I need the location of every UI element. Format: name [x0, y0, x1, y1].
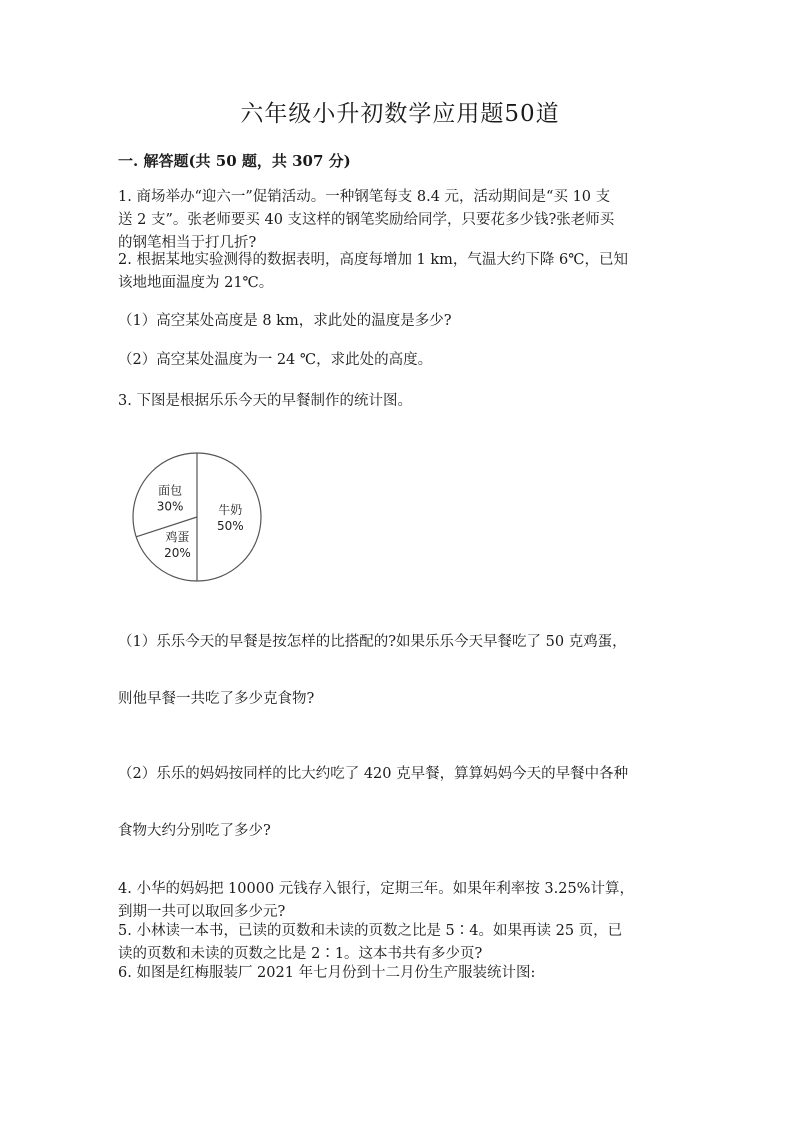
page-title: 六年级小升初数学应用题50道	[240, 101, 560, 127]
question-2	[118, 249, 688, 295]
question-3-intro: 3. 下图是根据乐乐今天的早餐制作的统计图。	[118, 393, 412, 409]
question-4-line: 4. 小华的妈妈把 10000 元钱存入银行，定期三年。如果年利率按 3.25%计算，	[118, 881, 634, 897]
question-6	[118, 962, 688, 985]
pie-slice-label: 面包	[158, 483, 183, 498]
question-2-line: 2. 根据某地实验测得的数据表明，高度每增加 1 km，气温大约下降 6℃，已知	[118, 252, 628, 268]
pie-slice-label: 牛奶	[218, 503, 243, 517]
question-2-sub-1: （1）高空某处高度是 8 km，求此处的温度是多少?	[118, 313, 452, 329]
pie-slice-value-label: 50%	[216, 519, 244, 533]
question-1	[118, 186, 688, 255]
breakfast-pie-chart	[120, 445, 280, 590]
question-1-line: 的钢笔相当于打几折?	[118, 235, 257, 251]
question-2-line: 该地地面温度为 21℃。	[118, 275, 274, 291]
question-1-line: 送 2 支”。张老师要买 40 支这样的钢笔奖励给同学，只要花多少钱?张老师买	[118, 212, 615, 228]
question-5-line: 5. 小林读一本书，已读的页数和未读的页数之比是 5∶4。如果再读 25 页，已	[118, 923, 623, 939]
question-5-line: 读的页数和未读的页数之比是 2∶1。这本书共有多少页?	[118, 946, 483, 962]
pie-slice-value-label: 20%	[164, 545, 191, 560]
question-1-line: 1. 商场举办“迎六一”促销活动。一种钢笔每支 8.4 元，活动期间是“买 10 支	[118, 189, 611, 205]
pie-slice-value-label: 30%	[156, 499, 184, 514]
question-3-sub-1-line-1: （1）乐乐今天的早餐是按怎样的比搭配的?如果乐乐今天早餐吃了 50 克鸡蛋，	[118, 634, 627, 650]
question-3-sub-2-line-2: 食物大约分别吃了多少?	[118, 823, 271, 839]
question-3-sub-2-line-1: （2）乐乐的妈妈按同样的比大约吃了 420 克早餐，算算妈妈今天的早餐中各种	[118, 766, 629, 782]
pie-slice-label: 鸡蛋	[165, 529, 190, 544]
question-6-line: 6. 如图是红梅服装厂 2021 年七月份到十二月份生产服装统计图:	[118, 965, 536, 981]
question-5	[118, 920, 688, 966]
section-heading: 一. 解答题(共 50 题，共 307 分)	[118, 152, 351, 170]
question-2-sub-2: （2）高空某处温度为一 24 ℃，求此处的高度。	[118, 352, 433, 368]
question-4	[118, 878, 688, 924]
question-4-line: 到期一共可以取回多少元?	[118, 904, 286, 920]
question-3-sub-1-line-2: 则他早餐一共吃了多少克食物?	[118, 691, 315, 707]
